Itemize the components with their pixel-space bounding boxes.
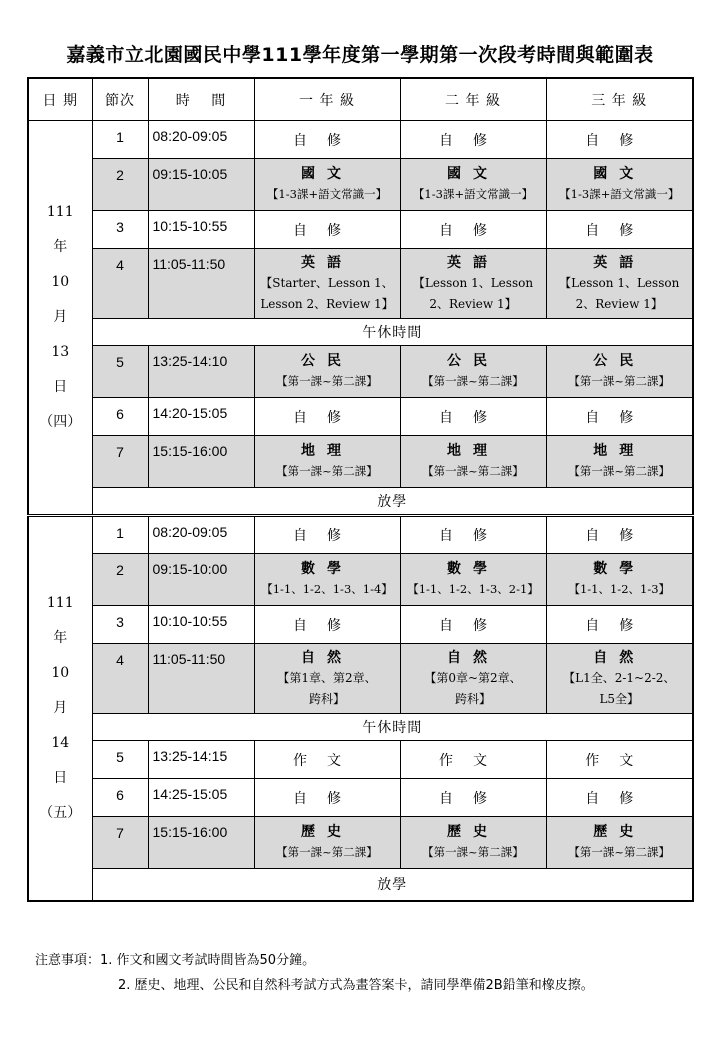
subject-label: 公民 (447, 353, 499, 369)
exam-cell-grade-1 (254, 779, 400, 817)
scope-label: 【第一課~第二課】 (276, 374, 378, 388)
subject-label: 歷史 (593, 824, 646, 840)
period-number: 3 (92, 606, 148, 644)
scope-label-line-2: 跨科】 (454, 691, 491, 706)
time-range: 15:15-16:00 (148, 436, 254, 488)
self-study-label: 自修 (585, 409, 654, 426)
self-study-label: 自修 (293, 409, 361, 426)
table-row (28, 159, 693, 211)
date-line: 14 (51, 734, 70, 751)
scope-label: 【L1全、2-1~2-2、 (563, 670, 676, 685)
lunch-break: 午休時間 (92, 714, 693, 741)
period-number: 5 (92, 741, 148, 779)
exam-cell-grade-2 (400, 249, 546, 319)
self-study-label: 作文 (439, 752, 507, 769)
self-study-label: 自修 (293, 790, 361, 807)
subject-label: 國文 (301, 166, 353, 182)
date-line: 月 (53, 699, 68, 716)
self-study-label: 自修 (439, 222, 507, 239)
exam-cell-grade-2 (400, 211, 546, 249)
subject-label: 英語 (301, 254, 353, 271)
subject-label: 公民 (593, 353, 646, 369)
exam-cell-grade-2 (400, 644, 546, 714)
table-row (28, 121, 693, 159)
date-line: 111 (46, 594, 74, 611)
period-number: 5 (92, 346, 148, 398)
header-time: 時 間 (148, 78, 254, 121)
scope-label: 【第一課~第二課】 (422, 374, 524, 388)
exam-cell-grade-1 (254, 159, 400, 211)
date-cell (28, 121, 92, 516)
period-number: 6 (92, 398, 148, 436)
self-study-label: 自修 (585, 617, 654, 634)
self-study-label: 自修 (439, 528, 507, 544)
date-line: 月 (53, 309, 68, 325)
self-study-label: 自修 (439, 790, 507, 807)
subject-label: 歷史 (301, 824, 353, 840)
exam-cell-grade-3 (546, 516, 693, 554)
exam-cell-grade-1 (254, 211, 400, 249)
subject-label: 地理 (447, 443, 499, 459)
header-grade-1: 一 年 級 (254, 78, 400, 121)
lunch-break-row (28, 714, 693, 741)
self-study-label: 自修 (439, 409, 507, 426)
scope-label-line-2: 2、Review 1】 (429, 296, 517, 311)
subject-label: 歷史 (447, 824, 499, 840)
exam-cell-grade-2 (400, 436, 546, 488)
table-row (28, 211, 693, 249)
scope-label: 【第一課~第二課】 (422, 845, 524, 859)
subject-label: 數學 (301, 561, 353, 577)
period-number: 6 (92, 779, 148, 817)
subject-label: 自然 (593, 649, 646, 666)
scope-label: 【Lesson 1、Lesson (559, 275, 680, 290)
exam-cell-grade-3 (546, 554, 693, 606)
scope-label: 【第一課~第二課】 (276, 845, 378, 859)
exam-cell-grade-1 (254, 249, 400, 319)
scope-label: 【1-3課+語文常識一】 (412, 187, 534, 201)
lunch-break: 午休時間 (92, 319, 693, 346)
date-line: 111 (46, 204, 74, 220)
scope-label: 【第1章、第2章、 (277, 670, 377, 685)
self-study-label: 自修 (585, 528, 654, 544)
exam-cell-grade-2 (400, 606, 546, 644)
exam-cell-grade-2 (400, 741, 546, 779)
exam-cell-grade-2 (400, 554, 546, 606)
time-range: 08:20-09:05 (148, 121, 254, 159)
table-row (28, 398, 693, 436)
period-number: 4 (92, 249, 148, 319)
date-cell (28, 516, 92, 901)
subject-label: 數學 (593, 561, 646, 577)
scope-label: 【Lesson 1、Lesson (412, 275, 534, 290)
table-row (28, 516, 693, 554)
period-number: 3 (92, 211, 148, 249)
table-row (28, 436, 693, 488)
dismissal: 放學 (92, 488, 693, 516)
exam-cell-grade-1 (254, 346, 400, 398)
date-line: 10 (51, 274, 70, 290)
scope-label: 【1-1、1-2、1-3、1-4】 (261, 582, 393, 596)
date-line: （四） (39, 414, 82, 430)
exam-cell-grade-3 (546, 644, 693, 714)
dismissal-row (28, 488, 693, 516)
header-period: 節次 (92, 78, 148, 121)
time-range: 13:25-14:15 (148, 741, 254, 779)
period-number: 7 (92, 436, 148, 488)
exam-cell-grade-3 (546, 398, 693, 436)
exam-cell-grade-1 (254, 436, 400, 488)
subject-label: 數學 (447, 561, 499, 577)
exam-cell-grade-1 (254, 554, 400, 606)
scope-label: 【第一課~第二課】 (568, 464, 671, 478)
exam-cell-grade-2 (400, 817, 546, 869)
self-study-label: 自修 (585, 790, 654, 807)
scope-label-line-2: L5全】 (599, 691, 640, 706)
page-title: 嘉義市立北園國民中學111學年度第一學期第一次段考時間與範圍表 (66, 44, 654, 66)
table-row (28, 346, 693, 398)
notes (35, 948, 594, 998)
exam-cell-grade-2 (400, 346, 546, 398)
exam-cell-grade-3 (546, 249, 693, 319)
dismissal: 放學 (92, 869, 693, 901)
exam-cell-grade-2 (400, 398, 546, 436)
time-range: 13:25-14:10 (148, 346, 254, 398)
date-line: 13 (51, 344, 70, 360)
time-range: 08:20-09:05 (148, 516, 254, 554)
scope-label-line-2: 2、Review 1】 (575, 296, 663, 311)
time-range: 15:15-16:00 (148, 817, 254, 869)
self-study-label: 作文 (293, 752, 361, 769)
time-range: 09:15-10:00 (148, 554, 254, 606)
exam-cell-grade-2 (400, 159, 546, 211)
scope-label-line-2: Lesson 2、Review 1】 (260, 296, 394, 311)
table-row (28, 644, 693, 714)
exam-cell-grade-1 (254, 516, 400, 554)
exam-cell-grade-1 (254, 398, 400, 436)
exam-cell-grade-3 (546, 606, 693, 644)
table-row (28, 249, 693, 319)
exam-cell-grade-3 (546, 159, 693, 211)
period-number: 2 (92, 159, 148, 211)
period-number: 2 (92, 554, 148, 606)
header-date: 日 期 (28, 78, 92, 121)
exam-cell-grade-2 (400, 516, 546, 554)
table-row (28, 779, 693, 817)
subject-label: 國文 (447, 166, 499, 182)
date-line: 日 (53, 379, 68, 395)
date-line: （五） (39, 804, 82, 821)
exam-cell-grade-1 (254, 817, 400, 869)
period-number: 1 (92, 121, 148, 159)
self-study-label: 作文 (585, 752, 654, 769)
exam-cell-grade-1 (254, 606, 400, 644)
self-study-label: 自修 (293, 132, 361, 149)
period-number: 4 (92, 644, 148, 714)
subject-label: 地理 (301, 443, 353, 459)
date-line: 年 (53, 239, 68, 255)
exam-cell-grade-1 (254, 121, 400, 159)
scope-label: 【第一課~第二課】 (568, 374, 671, 388)
subject-label: 英語 (447, 254, 499, 271)
scope-label: 【第0章~第2章、 (424, 670, 522, 685)
time-range: 09:15-10:05 (148, 159, 254, 211)
scope-label: 【第一課~第二課】 (276, 464, 378, 478)
time-range: 14:20-15:05 (148, 398, 254, 436)
scope-label: 【1-1、1-2、1-3、2-1】 (407, 582, 539, 596)
exam-cell-grade-1 (254, 741, 400, 779)
subject-label: 國文 (593, 166, 646, 182)
table-row (28, 554, 693, 606)
date-line: 日 (53, 769, 68, 786)
time-range: 11:05-11:50 (148, 249, 254, 319)
note-line-1: 注意事項：1. 作文和國文考試時間皆為50分鐘。 (35, 953, 316, 968)
exam-cell-grade-1 (254, 644, 400, 714)
scope-label: 【1-3課+語文常識一】 (559, 187, 680, 201)
header-grade-2: 二 年 級 (400, 78, 546, 121)
date-line: 10 (51, 664, 70, 681)
exam-cell-grade-3 (546, 741, 693, 779)
scope-label: 【第一課~第二課】 (422, 464, 524, 478)
self-study-label: 自修 (439, 132, 507, 149)
period-number: 7 (92, 817, 148, 869)
scope-label-line-2: 跨科】 (308, 691, 345, 706)
time-range: 11:05-11:50 (148, 644, 254, 714)
scope-label: 【1-1、1-2、1-3】 (568, 582, 671, 596)
date-line: 年 (53, 629, 68, 646)
time-range: 10:10-10:55 (148, 606, 254, 644)
exam-schedule-table (27, 77, 694, 902)
header-grade-3: 三 年 級 (546, 78, 693, 121)
exam-cell-grade-2 (400, 121, 546, 159)
self-study-label: 自修 (293, 222, 361, 239)
self-study-label: 自修 (293, 617, 361, 634)
scope-label: 【1-3課+語文常識一】 (266, 187, 388, 201)
exam-cell-grade-2 (400, 779, 546, 817)
subject-label: 地理 (593, 443, 646, 459)
table-row (28, 741, 693, 779)
self-study-label: 自修 (293, 528, 361, 544)
time-range: 14:25-15:05 (148, 779, 254, 817)
table-row (28, 817, 693, 869)
exam-cell-grade-3 (546, 346, 693, 398)
subject-label: 自然 (447, 649, 499, 666)
self-study-label: 自修 (585, 132, 654, 149)
exam-cell-grade-3 (546, 436, 693, 488)
subject-label: 英語 (593, 254, 646, 271)
exam-cell-grade-3 (546, 211, 693, 249)
lunch-break-row (28, 319, 693, 346)
table-row (28, 606, 693, 644)
scope-label: 【Starter、Lesson 1、 (260, 275, 394, 290)
subject-label: 自然 (301, 649, 353, 666)
scope-label: 【第一課~第二課】 (568, 845, 671, 859)
note-line-2: 2. 歷史、地理、公民和自然科考試方式為畫答案卡，請同學準備2B鉛筆和橡皮擦。 (118, 978, 594, 993)
dismissal-row (28, 869, 693, 901)
exam-cell-grade-3 (546, 779, 693, 817)
exam-cell-grade-3 (546, 817, 693, 869)
exam-cell-grade-3 (546, 121, 693, 159)
self-study-label: 自修 (585, 222, 654, 239)
subject-label: 公民 (301, 353, 353, 369)
period-number: 1 (92, 516, 148, 554)
self-study-label: 自修 (439, 617, 507, 634)
time-range: 10:15-10:55 (148, 211, 254, 249)
